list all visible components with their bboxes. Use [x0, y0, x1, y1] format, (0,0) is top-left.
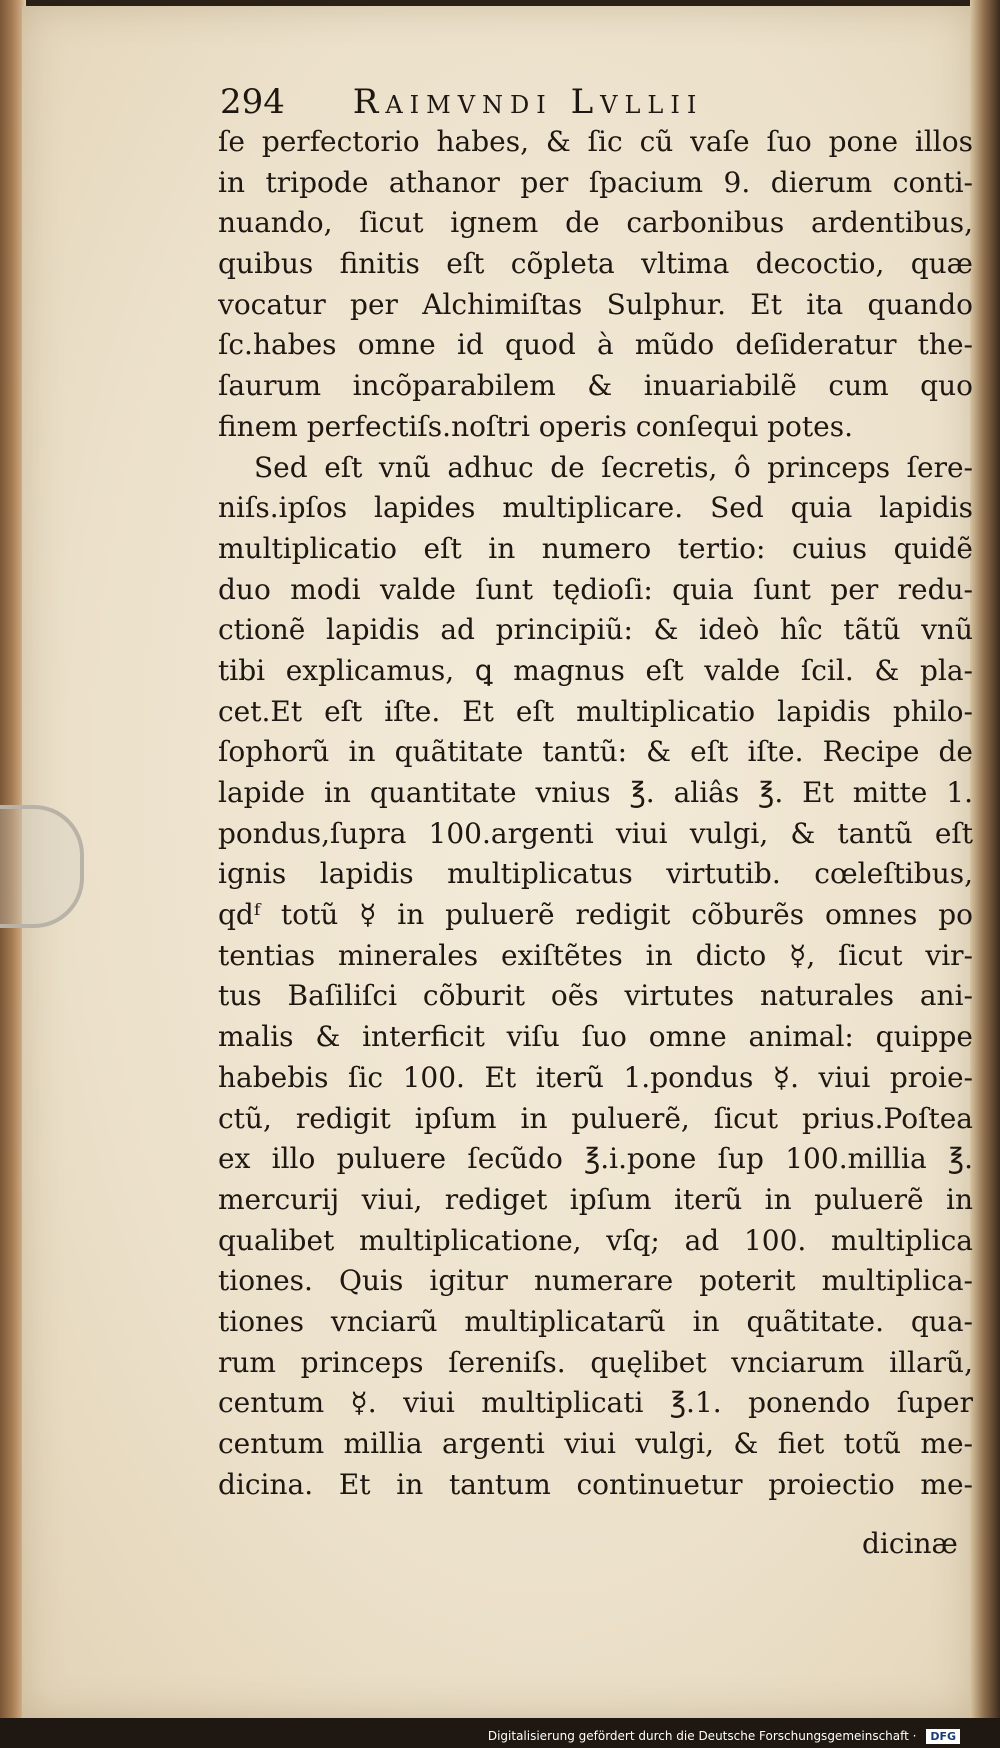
- dfg-logo-icon: DFG: [926, 1729, 960, 1744]
- page-clip: [0, 805, 84, 928]
- text-line: rum princeps ſereniſs. quęlibet vnciarum illarũ,: [218, 1345, 973, 1379]
- text-line: mercurij viui, rediget ipſum iterũ in puluerẽ in: [218, 1182, 973, 1216]
- text-line: niſs.ipſos lapides multiplicare. Sed quia lapidis: [218, 491, 973, 525]
- text-line: centum millia argenti viui vulgi, & fiet totũ me-: [218, 1427, 973, 1460]
- text-line: multiplicatio eſt in numero tertio: cuius quidẽ: [218, 531, 973, 565]
- text-line: Sed eſt vnũ adhuc de ſecretis, ô princeps ſere-: [254, 450, 973, 484]
- text-line: tibi explicamus, ꝗ magnus eſt valde ſcil. & pla-: [218, 653, 973, 687]
- text-line: in tripode athanor per ſpacium 9. dierum conti-: [218, 165, 973, 199]
- text-line: centum ☿. viui multiplicati ℥.1. ponendo ſuper: [218, 1386, 973, 1420]
- catchword: dicinæ: [862, 1527, 958, 1560]
- page-header: [220, 82, 820, 122]
- body-text: [218, 122, 978, 1505]
- text-line: finem perfectiſs.noſtri operis conſequi potes.: [218, 409, 853, 443]
- text-line: ſophorũ in quãtitate tantũ: & eſt iſte. Recipe de: [218, 735, 973, 769]
- text-line: ex illo puluere ſecũdo ℥.i.pone ſup 100.millia ℥.: [218, 1142, 973, 1176]
- text-line: quibus finitis eſt cõpleta vltima decoctio, quæ: [218, 247, 973, 281]
- text-line: qualibet multiplicatione, vſq; ad 100. multiplica: [218, 1223, 973, 1257]
- text-line: ſc.habes omne id quod à mũdo deſideratur the-: [218, 328, 973, 362]
- text-line: ctionẽ lapidis ad principiũ: & ideò hîc tãtũ vnũ: [218, 613, 973, 647]
- text-line: ſe perfectorio habes, & ſic cũ vaſe ſuo pone illos: [218, 125, 973, 158]
- text-line: ſaurum incõparabilem & inuariabilẽ cum quo: [218, 369, 973, 403]
- text-line: cet.Et eſt iſte. Et eſt multiplicatio lapidis philo-: [218, 694, 973, 728]
- text-line: nuando, ſicut ignem de carbonibus ardentibus,: [218, 206, 973, 240]
- digitization-credit: [488, 1729, 960, 1744]
- text-line: dicina. Et in tantum continuetur proiectio me-: [218, 1467, 973, 1501]
- text-line: tus Baſiliſci cõburit oẽs virtutes naturales ani-: [218, 979, 973, 1013]
- text-line: pondus,ſupra 100.argenti viui vulgi, & tantũ eſt: [218, 816, 973, 850]
- text-line: qdᶠ totũ ☿ in puluerẽ redigit cõburẽs omnes po: [218, 898, 973, 932]
- text-line: habebis ſic 100. Et iterũ 1.pondus ☿. viui proie-: [218, 1060, 973, 1094]
- text-line: lapide in quantitate vnius ℥. aliâs ℥. Et mitte 1.: [218, 776, 973, 809]
- text-line: duo modi valde ſunt tędioſi: quia ſunt per redu-: [218, 572, 973, 606]
- text-line: tiones vnciarũ multiplicatarũ in quãtitate. qua-: [218, 1304, 973, 1338]
- text-line: ignis lapidis multiplicatus virtutib. cœleſtibus,: [218, 857, 973, 891]
- footer-strip: [0, 1718, 1000, 1748]
- text-line: ctũ, redigit ipſum in puluerẽ, ſicut prius.Poſtea: [218, 1101, 973, 1135]
- text-line: tentias minerales exiſtẽtes in dicto ☿, ſicut vir-: [218, 938, 973, 972]
- page-number: 294: [220, 82, 285, 122]
- text-line: tiones. Quis igitur numerare poterit multiplica-: [218, 1264, 973, 1298]
- credit-text: Digitalisierung gefördert durch die Deutsche Forschungsgemeinschaft ·: [487, 1729, 917, 1743]
- text-line: vocatur per Alchimiſtas Sulphur. Et ita quando: [218, 287, 973, 321]
- running-head: Raimvndi Lvllii: [352, 82, 704, 122]
- text-line: malis & interficit viſu ſuo omne animal: quippe: [218, 1020, 973, 1054]
